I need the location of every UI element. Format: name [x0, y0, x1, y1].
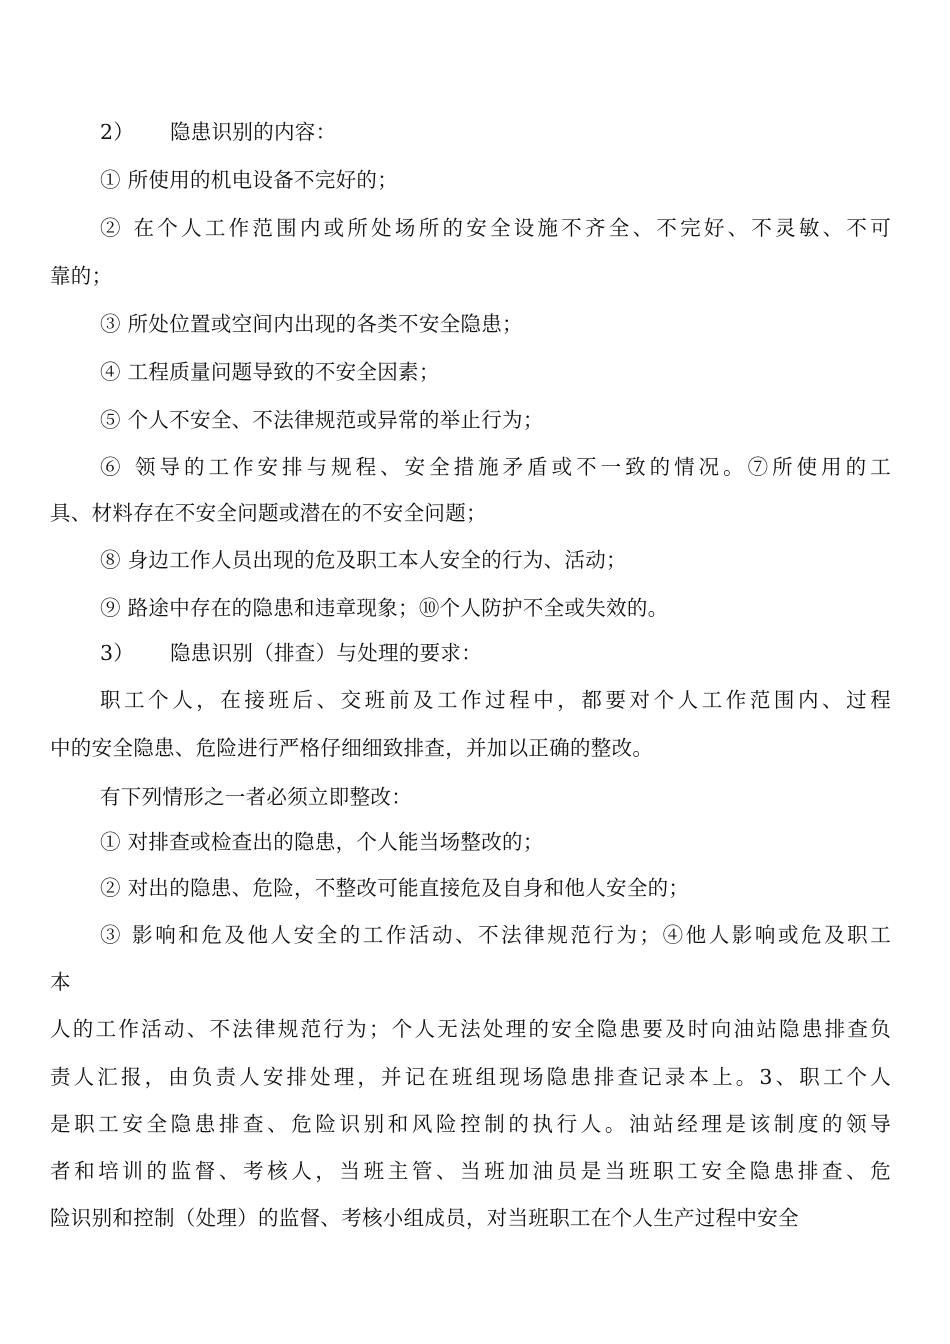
list-item: ② 在个人工作范围内或所处场所的安全设施不齐全、不完好、不灵敏、不可: [100, 216, 891, 240]
list-item: ⑥ 领导的工作安排与规程、安全措施矛盾或不一致的情况。⑦所使用的工: [100, 455, 891, 479]
paragraph-line: 是职工安全隐患排查、危险识别和风险控制的执行人。油站经理是该制度的领导: [50, 1112, 891, 1136]
section-2-number: 2）: [100, 120, 135, 144]
list-item: ④ 工程质量问题导致的不安全因素；: [100, 360, 440, 384]
section-2-heading: [100, 117, 336, 147]
paragraph-line: 责人汇报，由负责人安排处理，并记在班组现场隐患排查记录本上。3、职工个人: [50, 1065, 891, 1089]
section-3-number: 3）: [100, 641, 135, 665]
list-item: ① 所使用的机电设备不完好的；: [100, 168, 399, 192]
paragraph-line: 人的工作活动、不法律规范行为；个人无法处理的安全隐患要及时向油站隐患排查负: [50, 1017, 891, 1041]
paragraph-line: 险识别和控制（处理）的监督、考核小组成员，对当班职工在个人生产过程中安全: [50, 1206, 799, 1230]
list-item: ② 对出的隐患、危险，不整改可能直接危及自身和他人安全的；: [100, 876, 690, 900]
list-item-continuation: 靠的；: [50, 264, 113, 288]
list-item: ③ 所处位置或空间内出现的各类不安全隐患；: [100, 312, 523, 336]
list-item-continuation: 具、材料存在不安全问题或潜在的不安全问题；: [50, 501, 487, 525]
list-item: ⑧ 身边工作人员出现的危及职工本人安全的行为、活动；: [100, 548, 627, 572]
paragraph-line: 中的安全隐患、危险进行严格仔细细致排查，并加以正确的整改。: [50, 736, 654, 760]
section-2-title: 隐患识别的内容：: [170, 120, 337, 144]
list-item-continuation: 本: [50, 970, 71, 994]
paragraph-line: 者和培训的监督、考核人，当班主管、当班加油员是当班职工安全隐患排查、危: [50, 1159, 891, 1183]
list-item: ⑨ 路途中存在的隐患和违章现象；⑩个人防护不全或失效的。: [100, 596, 669, 620]
list-item: ⑤ 个人不安全、不法律规范或异常的举止行为；: [100, 408, 544, 432]
list-item: ③ 影响和危及他人安全的工作活动、不法律规范行为；④他人影响或危及职工: [100, 923, 891, 947]
paragraph-line: 有下列情形之一者必须立即整改：: [100, 785, 412, 809]
paragraph-line: 职工个人，在接班后、交班前及工作过程中，都要对个人工作范围内、过程: [100, 688, 891, 712]
section-3-title: 隐患识别（排查）与处理的要求：: [170, 641, 482, 665]
section-3-heading: [100, 638, 482, 668]
list-item: ① 对排查或检查出的隐患，个人能当场整改的；: [100, 830, 544, 854]
